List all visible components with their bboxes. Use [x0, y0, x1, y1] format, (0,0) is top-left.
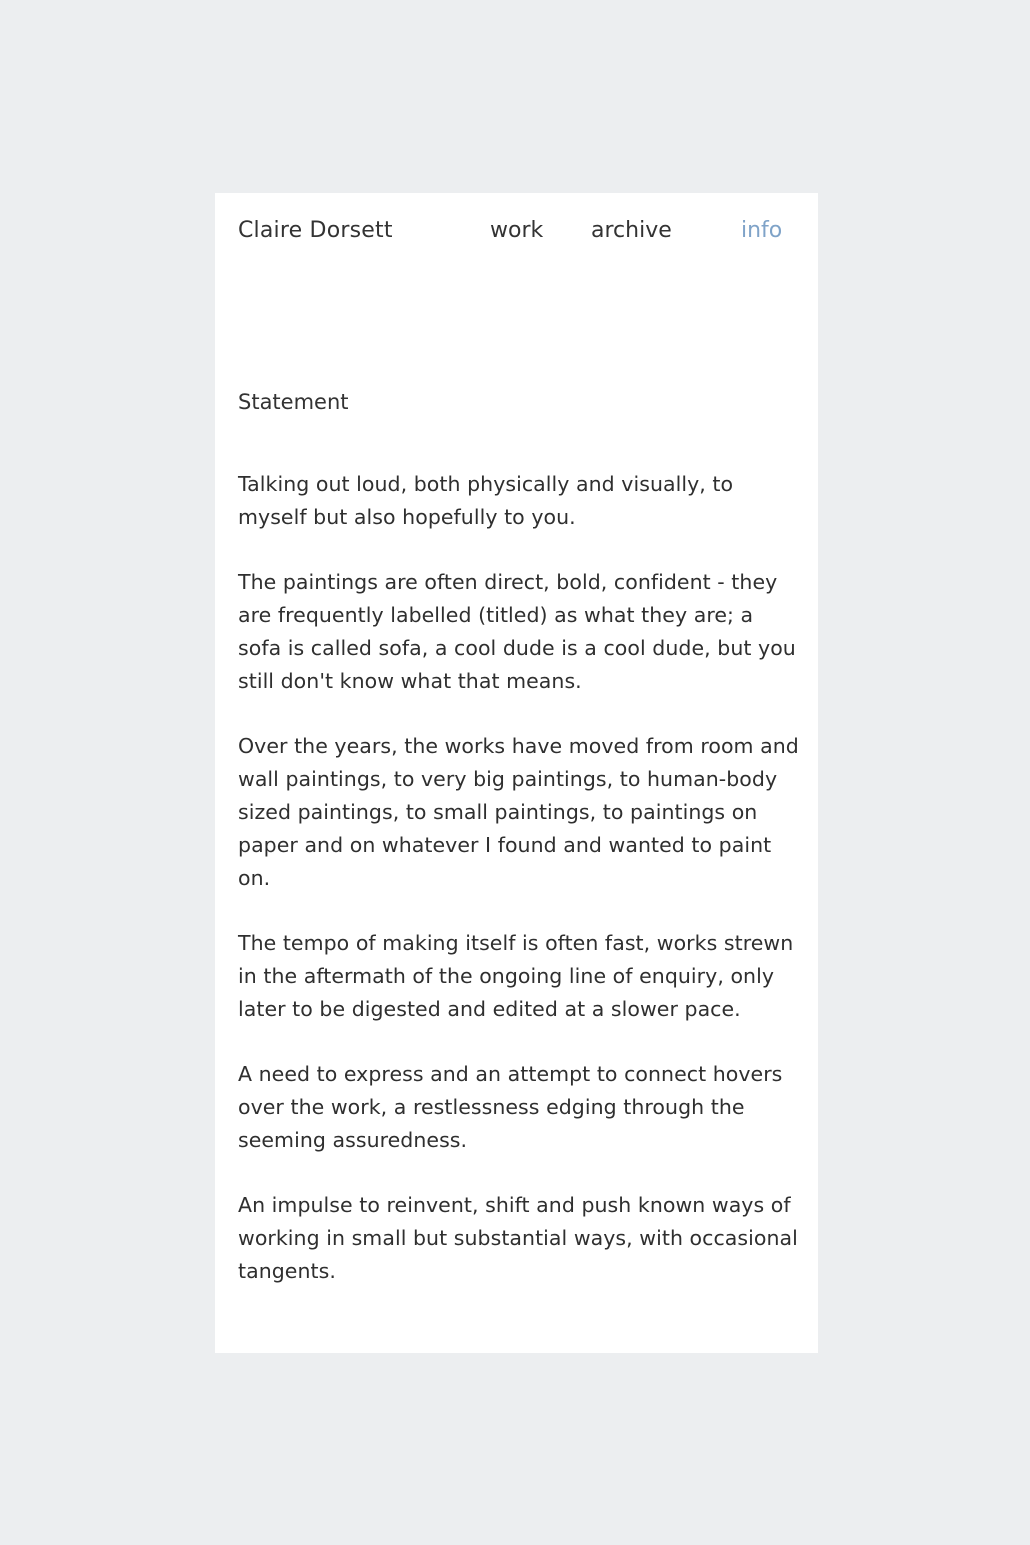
statement-paragraph: An impulse to reinvent, shift and push known ways of working in small but substantial ways, with occasional tangents. [238, 1193, 798, 1283]
nav-archive-link[interactable]: archive [591, 218, 672, 243]
statement-paragraph: A need to express and an attempt to connect hovers over the work, a restlessness edging through the seeming assuredness. [238, 1062, 783, 1152]
site-header [215, 193, 818, 273]
content-card [215, 193, 818, 1353]
nav-work-link[interactable]: work [490, 218, 544, 243]
site-name-link[interactable]: Claire Dorsett [238, 218, 393, 243]
statement-paragraph: Over the years, the works have moved from room and wall paintings, to very big paintings, to human-body sized paintings, to small paintings, to paintings on paper and on whatever I found and wanted to paint on. [238, 734, 799, 890]
statement-heading: Statement [238, 390, 349, 414]
statement-paragraph: The tempo of making itself is often fast, works strewn in the aftermath of the ongoing line of enquiry, only later to be digested and edited at a slower pace. [238, 931, 794, 1021]
statement-text [238, 468, 801, 1288]
statement-paragraph: The paintings are often direct, bold, confident - they are frequently labelled (titled) as what they are; a sofa is called sofa, a cool dude is a cool dude, but you still don't know what that means. [238, 570, 796, 693]
nav-info-link[interactable]: info [741, 218, 783, 243]
statement-paragraph: Talking out loud, both physically and visually, to myself but also hopefully to you. [238, 472, 734, 529]
